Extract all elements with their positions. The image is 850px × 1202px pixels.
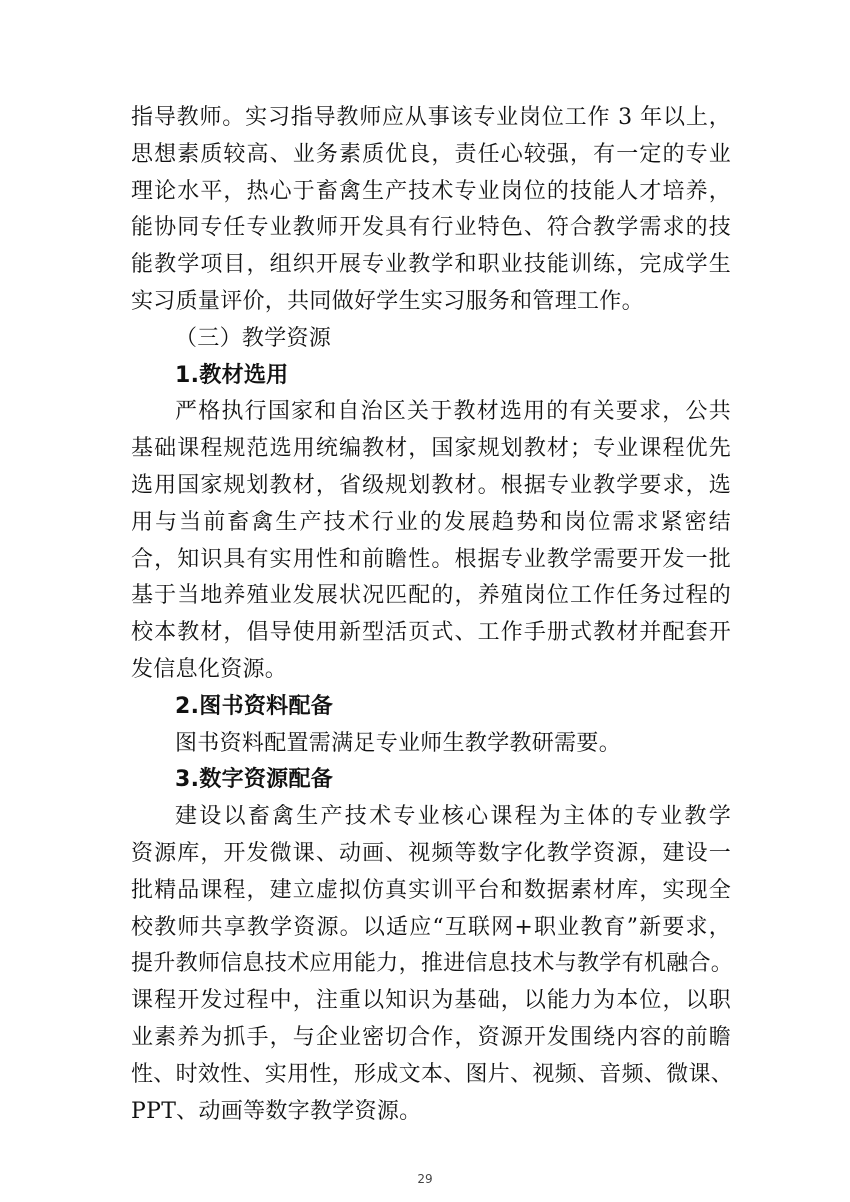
text-line: 选用国家规划教材，省级规划教材。根据专业教学要求，选 xyxy=(131,472,731,498)
text-line: 实习质量评价，共同做好学生实习服务和管理工作。 xyxy=(131,288,644,314)
subsection-title-digital: 3.数字资源配备 xyxy=(175,767,334,793)
text-line: 业素养为抓手，与企业密切合作，资源开发围绕内容的前瞻 xyxy=(131,1024,731,1050)
text-line: 理论水平，热心于畜禽生产技术专业岗位的技能人才培养， xyxy=(131,178,731,204)
text-line: 发信息化资源。 xyxy=(131,656,288,682)
subsection-title-textbooks: 1.教材选用 xyxy=(175,362,289,388)
paragraph-intro xyxy=(131,100,731,321)
text-line: 能教学项目，组织开展专业教学和职业技能训练，完成学生 xyxy=(131,252,731,278)
text-line: 基础课程规范选用统编教材，国家规划教材；专业课程优先 xyxy=(131,436,731,462)
text-line: 资源库，开发微课、动画、视频等数字化教学资源，建设一 xyxy=(131,840,731,866)
text-line: 能协同专任专业教师开发具有行业特色、符合教学需求的技 xyxy=(131,215,731,241)
text-line: 校本教材，倡导使用新型活页式、工作手册式教材并配套开 xyxy=(131,620,731,646)
text-line: 图书资料配置需满足专业师生教学教研需要。 xyxy=(175,730,622,756)
paragraph-textbooks xyxy=(131,394,731,688)
text-line: 性、时效性、实用性，形成文本、图片、视频、音频、微课、 xyxy=(131,1061,734,1087)
text-line: 校教师共享教学资源。以适应“互联网+职业教育”新要求， xyxy=(131,914,731,940)
text-line: PPT、动画等数字教学资源。 xyxy=(131,1098,422,1124)
text-line: 提升教师信息技术应用能力，推进信息技术与教学有机融合。 xyxy=(131,951,734,977)
paragraph-digital xyxy=(131,799,734,1130)
section-title: （三）教学资源 xyxy=(175,325,332,351)
text-line: 思想素质较高、业务素质优良，责任心较强，有一定的专业 xyxy=(131,141,731,167)
document-body xyxy=(131,100,734,1130)
text-line: 建设以畜禽生产技术专业核心课程为主体的专业教学 xyxy=(175,804,731,830)
text-line: 合，知识具有实用性和前瞻性。根据专业教学需要开发一批 xyxy=(131,546,731,572)
text-line: 用与当前畜禽生产技术行业的发展趋势和岗位需求紧密结 xyxy=(131,509,731,535)
text-line: 批精品课程，建立虚拟仿真实训平台和数据素材库，实现全 xyxy=(131,877,731,903)
text-line: 严格执行国家和自治区关于教材选用的有关要求，公共 xyxy=(175,399,731,425)
text-line: 课程开发过程中，注重以知识为基础，以能力为本位，以职 xyxy=(131,988,731,1014)
text-line: 基于当地养殖业发展状况匹配的，养殖岗位工作任务过程的 xyxy=(131,583,731,609)
subsection-title-library: 2.图书资料配备 xyxy=(175,693,334,719)
page-number: 29 xyxy=(417,1172,433,1186)
text-line: 指导教师。实习指导教师应从事该专业岗位工作 3 年以上， xyxy=(131,105,731,130)
paragraph-library xyxy=(131,726,731,763)
